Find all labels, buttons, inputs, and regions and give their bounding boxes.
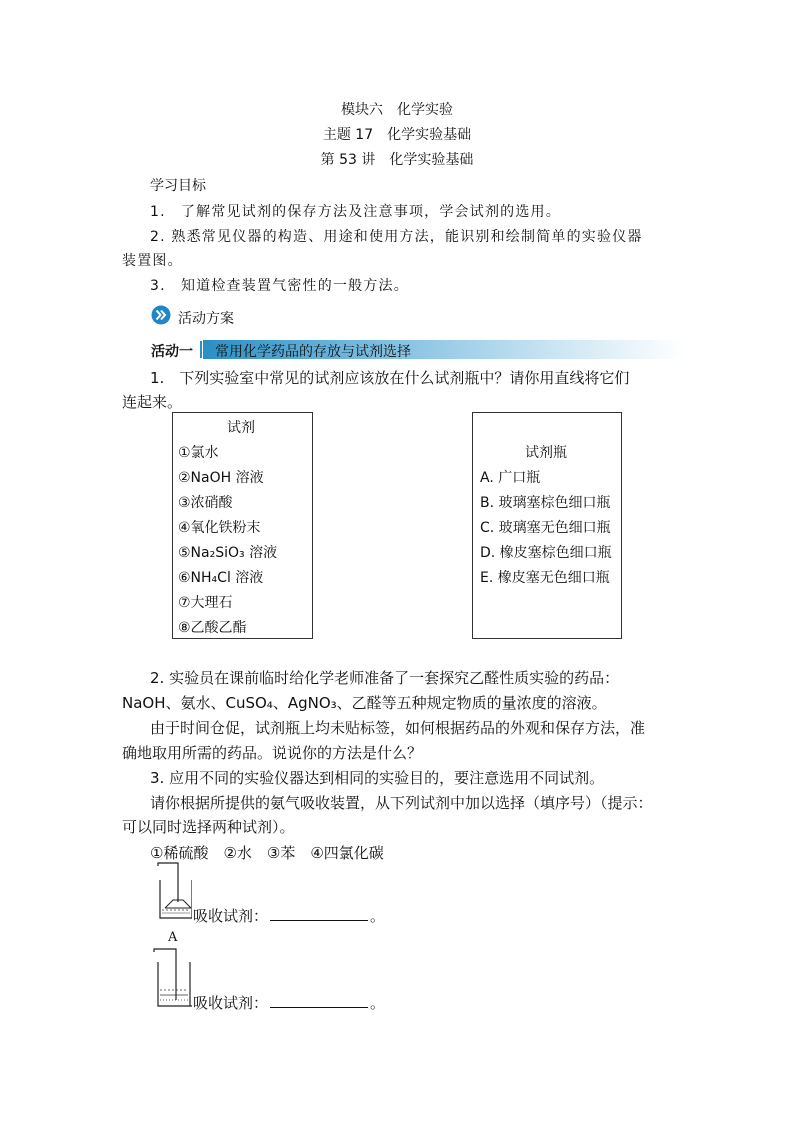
reagent-item: ⑦大理石 (178, 595, 233, 611)
topic-title: 主题 17 化学实验基础 (322, 127, 472, 143)
reagent-item: ⑤Na₂SiO₃ 溶液 (178, 545, 278, 561)
objective-item: 2. 熟悉常见仪器的构造、用途和使用方法，能识别和绘制简单的实验仪器 (150, 229, 643, 245)
answer-blank-a[interactable] (270, 907, 368, 921)
q3-text: 3. 应用不同的实验仪器达到相同的实验目的，要注意选用不同试剂。 (150, 769, 605, 787)
reagent-item: ④氧化铁粉末 (178, 520, 261, 536)
activity-divider (200, 341, 202, 358)
bottles-header: 试剂瓶 (525, 445, 567, 461)
apparatus-a-label: A (168, 930, 178, 945)
bottle-item: E. 橡皮塞无色细口瓶 (480, 570, 610, 586)
lecture-title: 第 53 讲 化学实验基础 (320, 152, 474, 168)
bottle-item: B. 玻璃塞棕色细口瓶 (480, 495, 611, 511)
answer-a (193, 905, 385, 926)
activity-title: 常用化学药品的存放与试剂选择 (215, 344, 411, 360)
q3-text-cont: 请你根据所提供的氨气吸收装置，从下列试剂中加以选择（填序号）（提示： (150, 794, 653, 812)
reagent-item: ③浓硝酸 (178, 495, 233, 511)
period: 。 (370, 907, 386, 925)
reagent-item: ⑧乙酸乙酯 (178, 620, 247, 636)
module-title: 模块六 化学实验 (341, 102, 453, 118)
activity-tag: 活动一 (151, 344, 193, 360)
q2-text: 2. 实验员在课前临时给化学老师准备了一套探究乙醛性质实验的药品： (150, 669, 620, 687)
objectives-heading: 学习目标 (150, 178, 206, 194)
answer-b (193, 992, 385, 1013)
funnel-beaker-icon (152, 862, 192, 922)
q1-text-cont: 连起来。 (122, 393, 183, 411)
objective-item: 装置图。 (122, 253, 183, 269)
q2-text-cont: 由于时间仓促，试剂瓶上均未贴标签，如何根据药品的外观和保存方法，准 (150, 719, 646, 737)
plan-label: 活动方案 (178, 311, 234, 327)
bottle-item: D. 橡皮塞棕色细口瓶 (480, 545, 612, 561)
reagent-item: ②NaOH 溶液 (178, 470, 264, 486)
tube-beaker-icon (152, 948, 192, 1010)
period: 。 (370, 994, 386, 1012)
q3-text-cont: 可以同时选择两种试剂）。 (122, 818, 295, 836)
q1-text: 1. 下列实验室中常见的试剂应该放在什么试剂瓶中？请你用直线将它们 (150, 369, 630, 387)
bottle-item: A. 广口瓶 (480, 470, 541, 486)
double-chevron-icon (151, 305, 171, 325)
bottle-item: C. 玻璃塞无色细口瓶 (480, 520, 611, 536)
reagent-item: ①氯水 (178, 445, 219, 461)
q3-options: ①稀硫酸 ②水 ③苯 ④四氯化碳 (150, 844, 384, 862)
q2-text-cont: 确地取用所需的药品。说说你的方法是什么？ (122, 744, 423, 762)
objective-item: 3. 知道检查装置气密性的一般方法。 (150, 278, 409, 294)
q2-text-cont: NaOH、氨水、CuSO₄、AgNO₃、乙醛等五种规定物质的量浓度的溶液。 (122, 694, 607, 712)
reagent-item: ⑥NH₄Cl 溶液 (178, 570, 264, 586)
objective-item: 1. 了解常见试剂的保存方法及注意事项，学会试剂的选用。 (150, 204, 561, 220)
reagents-header: 试剂 (227, 420, 255, 436)
answer-blank-b[interactable] (270, 994, 368, 1008)
answer-label-a: 吸收试剂： (193, 907, 269, 925)
answer-label-b: 吸收试剂： (193, 994, 269, 1012)
